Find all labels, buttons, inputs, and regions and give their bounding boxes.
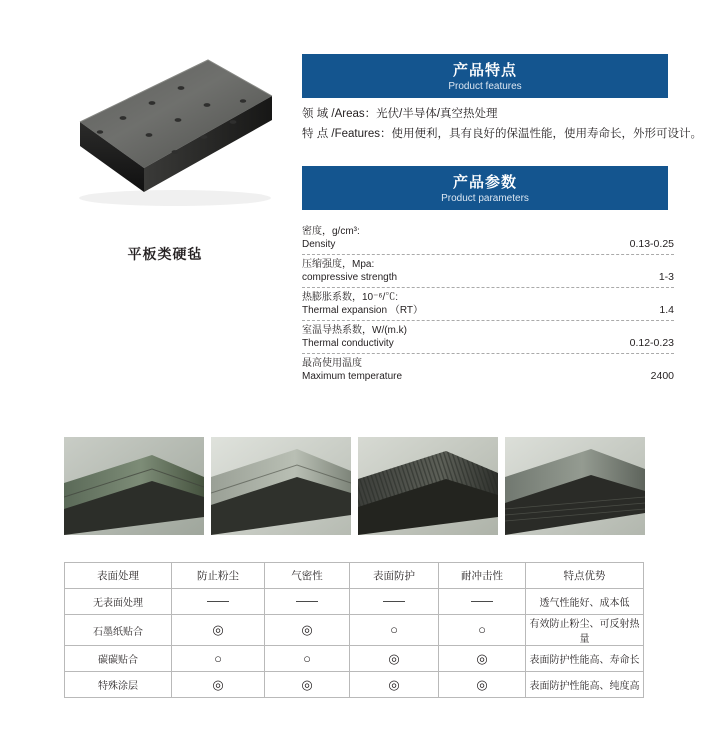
param-row	[302, 255, 674, 288]
cell-mark	[265, 672, 350, 698]
param-row	[302, 222, 674, 255]
param-label-en: compressive strength	[302, 272, 398, 283]
double-circle-icon: ◎	[301, 676, 313, 692]
double-circle-icon: ◎	[212, 622, 224, 637]
sample-slab-3-illustration	[358, 437, 498, 535]
cell-mark	[265, 646, 350, 672]
product-parameters-header	[302, 166, 668, 210]
double-circle-icon: ◎	[476, 676, 488, 692]
params-header-en: Product parameters	[441, 193, 529, 204]
circle-icon: ○	[478, 622, 486, 637]
double-circle-icon: ◎	[301, 622, 313, 637]
cell-mark	[265, 589, 350, 615]
cell-mark	[172, 646, 265, 672]
col-header-surface-protection: 表面防护	[350, 563, 439, 589]
cell-mark	[172, 615, 265, 646]
param-label-cn: 室温导热系数，W/(m.k)	[302, 325, 407, 336]
features-line-features: 特 点 /Features：使用便利，具有良好的保温性能，使用寿命长，外形可设计。	[302, 128, 702, 140]
param-label-cn: 热膨胀系数，10⁻⁶/℃:	[302, 292, 399, 303]
param-value: 0.13-0.25	[629, 238, 674, 250]
dash-icon	[296, 601, 318, 602]
cell-mark	[172, 589, 265, 615]
table-row	[65, 589, 644, 615]
product-photo-block	[40, 40, 290, 264]
circle-icon: ○	[390, 622, 398, 637]
param-value: 2400	[650, 370, 674, 382]
row-advantage: 透气性能好、成本低	[526, 589, 644, 615]
double-circle-icon: ◎	[476, 650, 488, 666]
features-header-cn: 产品特点	[452, 62, 517, 79]
col-header-impact-resistance: 耐冲击性	[439, 563, 526, 589]
double-circle-icon: ◎	[388, 650, 400, 666]
table-row	[65, 615, 644, 646]
cell-mark	[439, 589, 526, 615]
row-label: 石墨纸贴合	[65, 615, 172, 646]
row-label: 特殊涂层	[65, 672, 172, 698]
surface-treatment-comparison-table	[64, 562, 644, 698]
product-caption: 平板类硬毡	[127, 246, 203, 262]
row-advantage: 表面防护性能高、寿命长	[526, 646, 644, 672]
dash-icon	[207, 601, 229, 602]
dash-icon	[383, 601, 405, 602]
sample-photo-4	[505, 437, 645, 535]
cell-mark	[350, 646, 439, 672]
row-advantage: 有效防止粉尘、可反射热量	[526, 615, 644, 646]
param-row	[302, 321, 674, 354]
table-row	[65, 646, 644, 672]
product-parameters-list	[302, 222, 674, 386]
param-label-cn: 压缩强度，Mpa:	[302, 259, 375, 270]
cell-mark	[350, 589, 439, 615]
double-circle-icon: ◎	[388, 676, 400, 692]
cell-mark	[265, 615, 350, 646]
features-line-areas: 领 域 /Areas：光伏/半导体/真空热处理	[302, 108, 498, 120]
col-header-airtight: 气密性	[265, 563, 350, 589]
product-features-header	[302, 54, 668, 98]
dash-icon	[471, 601, 493, 602]
col-header-treatment: 表面处理	[65, 563, 172, 589]
param-label-en: Thermal expansion （RT）	[302, 305, 423, 316]
cell-mark	[439, 615, 526, 646]
features-header-en: Product features	[448, 81, 522, 92]
param-row	[302, 354, 674, 386]
cell-mark	[350, 672, 439, 698]
sample-photo-2	[211, 437, 351, 535]
param-label-cn: 最高使用温度	[302, 358, 362, 369]
flat-slab-illustration	[40, 40, 290, 230]
param-label-cn: 密度，g/cm³:	[302, 226, 360, 237]
circle-icon: ○	[303, 650, 311, 666]
sample-slab-4-illustration	[505, 437, 645, 535]
double-circle-icon: ◎	[212, 676, 224, 692]
param-label-en: Thermal conductivity	[302, 338, 394, 349]
params-header-cn: 产品参数	[452, 174, 517, 191]
sample-photo-1	[64, 437, 204, 535]
table-header-row	[65, 563, 644, 589]
cell-mark	[350, 615, 439, 646]
param-label-en: Density	[302, 239, 336, 250]
cell-mark	[439, 646, 526, 672]
col-header-dustproof: 防止粉尘	[172, 563, 265, 589]
col-header-advantage: 特点优势	[526, 563, 644, 589]
param-row	[302, 288, 674, 321]
param-label-en: Maximum temperature	[302, 371, 403, 382]
cell-mark	[439, 672, 526, 698]
sample-slab-1-illustration	[64, 437, 204, 535]
row-advantage: 表面防护性能高、纯度高	[526, 672, 644, 698]
param-value: 0.12-0.23	[629, 337, 674, 349]
row-label: 无表面处理	[65, 589, 172, 615]
circle-icon: ○	[214, 650, 222, 666]
sample-photos-row	[64, 437, 644, 535]
table-row	[65, 672, 644, 698]
sample-slab-2-illustration	[211, 437, 351, 535]
sample-photo-3	[358, 437, 498, 535]
product-photo	[40, 40, 290, 230]
row-label: 碳碳贴合	[65, 646, 172, 672]
product-features-body	[302, 104, 702, 144]
cell-mark	[172, 672, 265, 698]
param-value: 1-3	[658, 271, 674, 283]
param-value: 1.4	[659, 304, 674, 316]
